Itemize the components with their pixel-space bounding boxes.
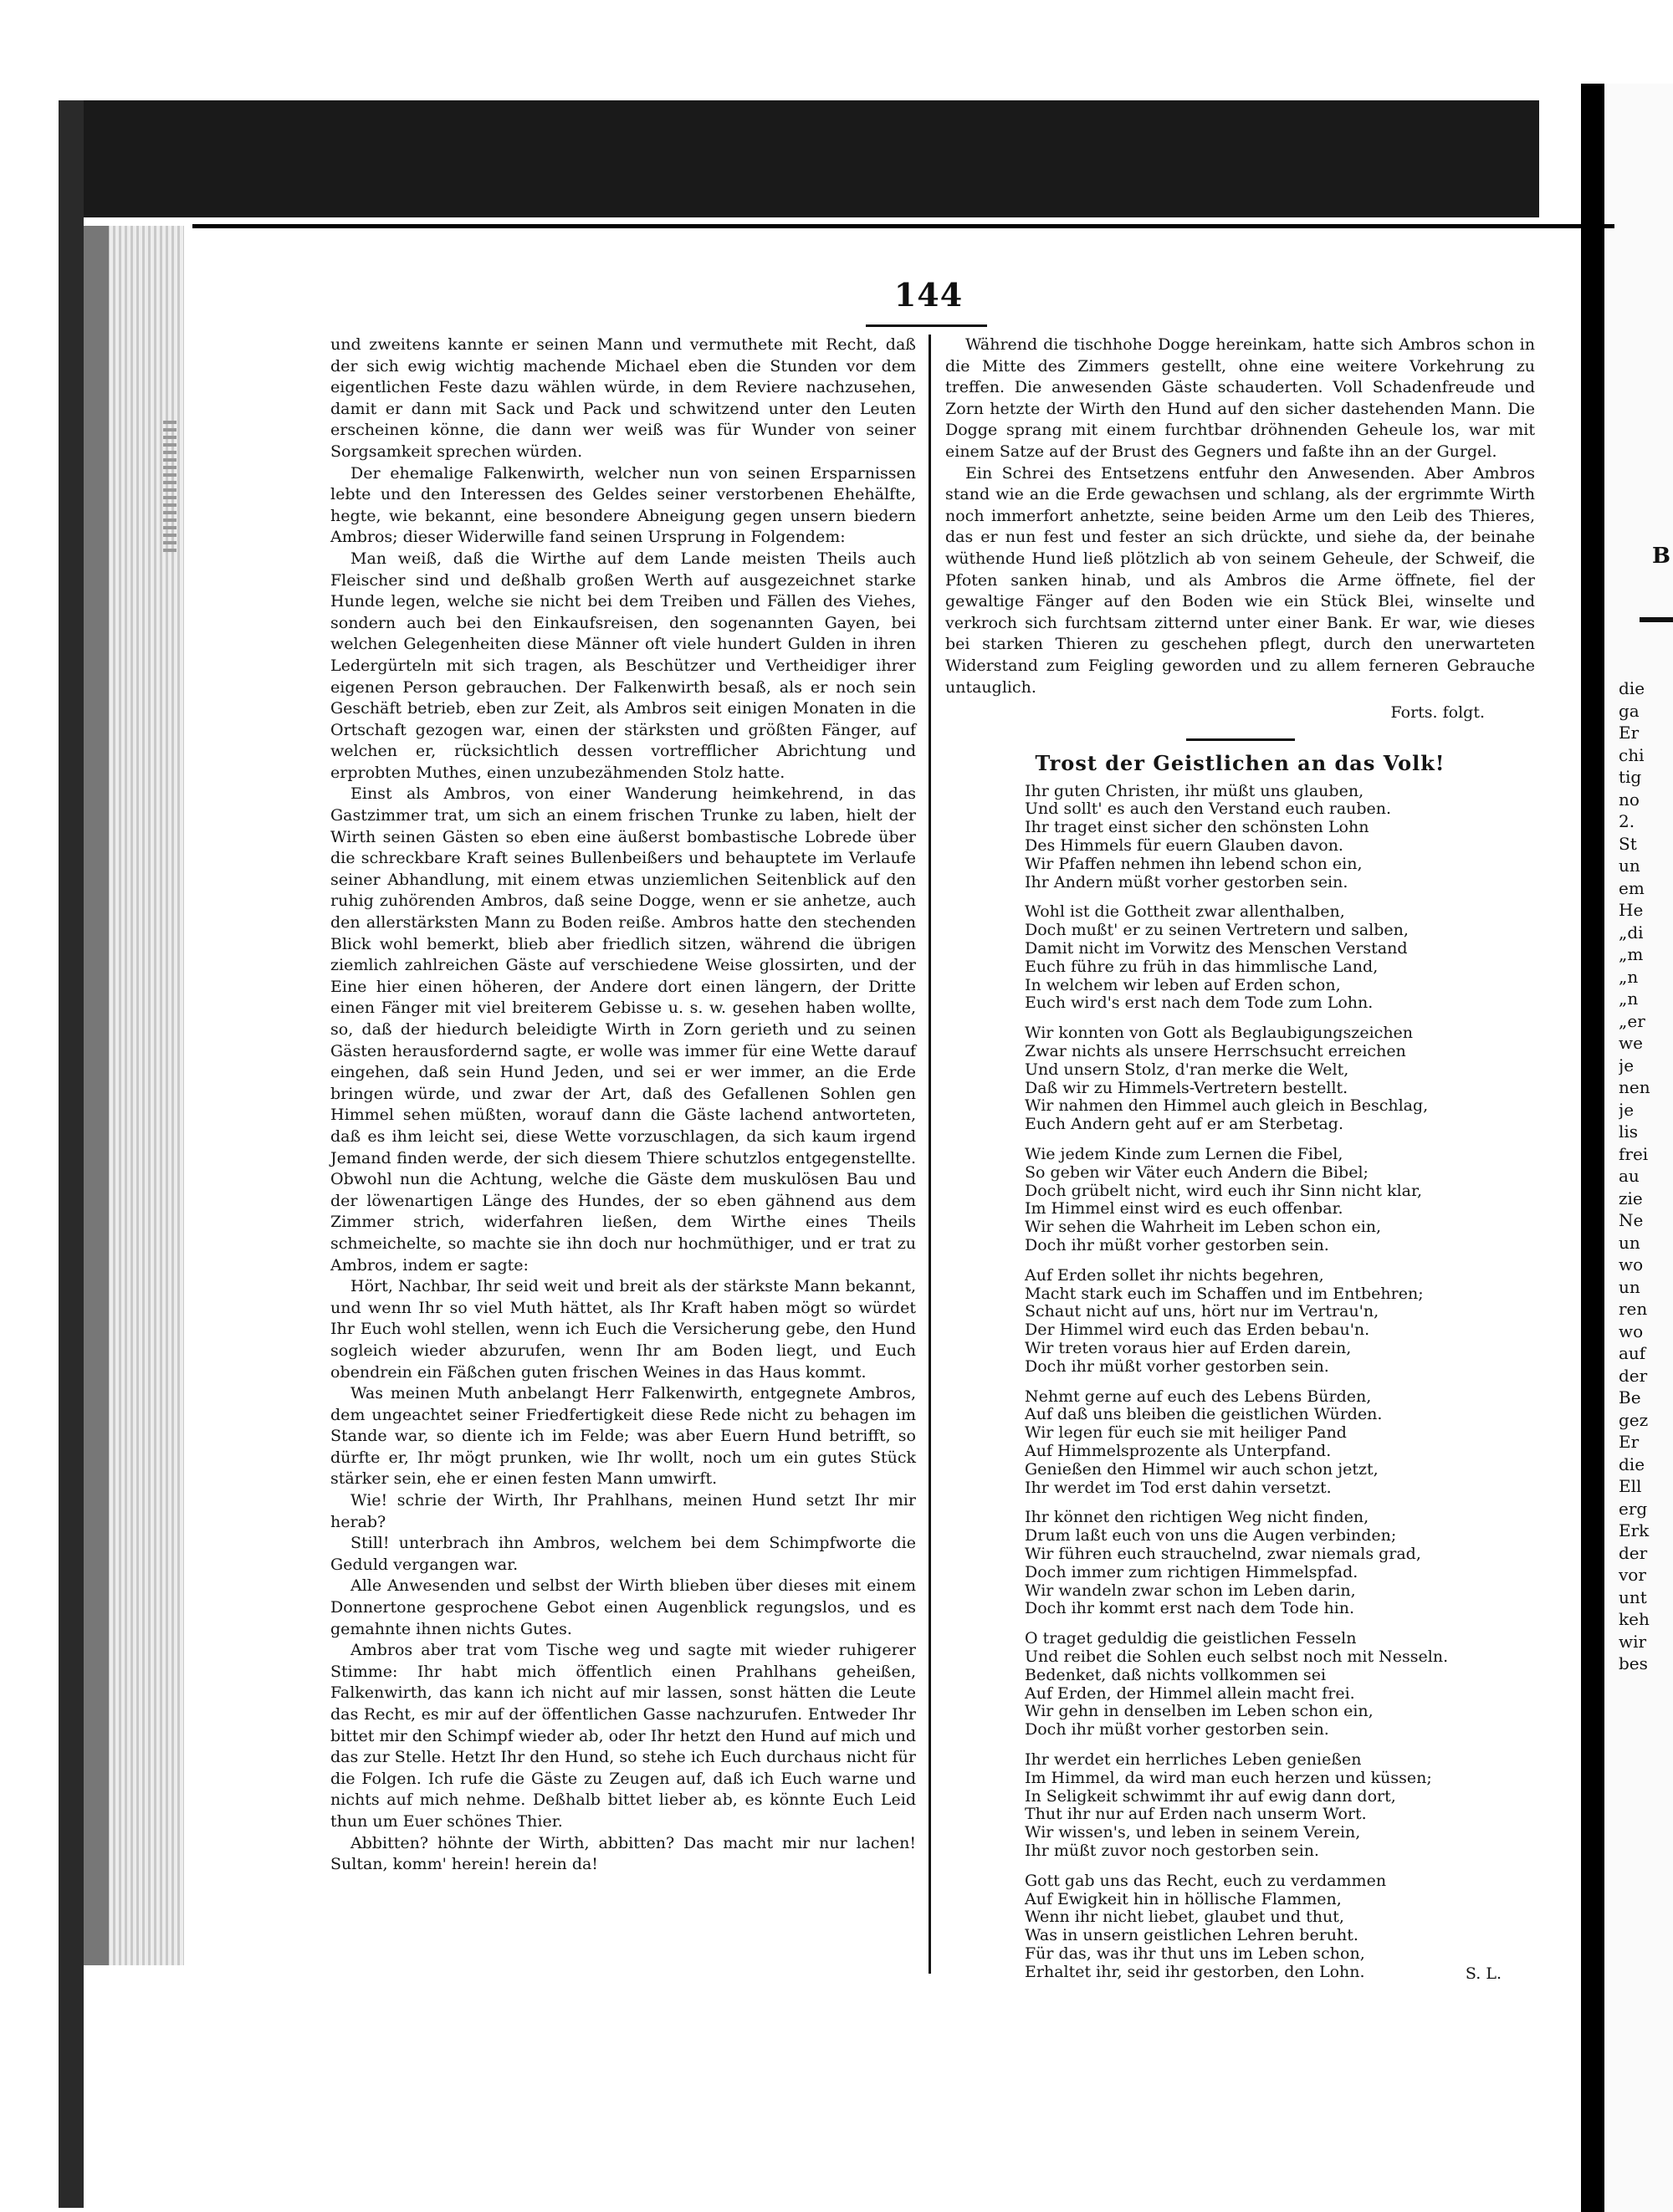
adjacent-page-word: wo xyxy=(1619,1321,1644,1341)
adjacent-page-word: keh xyxy=(1619,1609,1650,1629)
poem-stanza xyxy=(1025,1267,1535,1377)
adjacent-page-word: frei xyxy=(1619,1143,1649,1164)
poem-line: Im Himmel, da wird man euch herzen und küssen; xyxy=(1025,1768,1432,1787)
poem-line: Ihr Andern müßt vorher gestorben sein. xyxy=(1025,872,1348,891)
poem-line: Doch mußt' er zu seinen Vertretern und salben, xyxy=(1025,921,1409,940)
adjacent-page-word: „n xyxy=(1619,966,1639,987)
scan-gutter-right xyxy=(1581,84,1604,2212)
paragraph: Was meinen Muth anbelangt Herr Falkenwirth, entgegnete Ambros, dem ungeachtet seiner Friedfertigkeit diese Rede nicht zu behagen im Stande war, so diente ich im Felde; was aber Euern Hund betrifft, so dürfte er, Ihr mögt prunken, wie Ihr wollt, noch um ein gutes Stück stärker sein, ehe er einen festen Mann umwirft. xyxy=(330,1384,916,1489)
poem-line: Doch ihr müßt vorher gestorben sein. xyxy=(1025,1720,1329,1739)
adjacent-page-word: Be xyxy=(1619,1387,1641,1407)
poem-line: Im Himmel einst wird es euch offenbar. xyxy=(1025,1199,1343,1218)
adjacent-page-word: un xyxy=(1619,1232,1640,1253)
adjacent-page-word: der xyxy=(1619,1542,1648,1563)
adjacent-page-word: 2. xyxy=(1619,811,1635,831)
adjacent-page-word: Ne xyxy=(1619,1210,1644,1230)
page-number-rule xyxy=(866,324,987,327)
poem-line: Auf Ewigkeit hin in höllische Flammen, xyxy=(1025,1889,1342,1908)
section-rule xyxy=(1186,738,1295,741)
adjacent-page-word: Er xyxy=(1619,723,1640,743)
adjacent-page-word: em xyxy=(1619,877,1645,898)
adjacent-page-word: „m xyxy=(1619,944,1644,964)
poem-line: Schaut nicht auf uns, hört nur im Vertrau'n, xyxy=(1025,1302,1379,1321)
poem-stanza xyxy=(1025,783,1535,892)
adjacent-page-word: vor xyxy=(1619,1565,1646,1585)
poem-line: Wir legen für euch sie mit heiliger Pand xyxy=(1025,1423,1347,1443)
poem-line: O traget geduldig die geistlichen Fesseln xyxy=(1025,1629,1357,1648)
adjacent-page-word: Erk xyxy=(1619,1520,1650,1540)
book-spine-shadow xyxy=(84,226,109,1965)
poem-line: Doch ihr müßt vorher gestorben sein. xyxy=(1025,1356,1329,1376)
poem-line: Daß wir zu Himmels-Vertretern bestellt. xyxy=(1025,1078,1348,1097)
poem-line: Bedenket, daß nichts vollkommen sei xyxy=(1025,1665,1327,1684)
adjacent-page-word: auf xyxy=(1619,1343,1646,1363)
adjacent-page-word: ga xyxy=(1619,700,1640,721)
poem-line: Doch immer zum richtigen Himmelspfad. xyxy=(1025,1562,1358,1581)
adjacent-page-word: die xyxy=(1619,1453,1645,1474)
poem-line: Wohl ist die Gottheit zwar allenthalben, xyxy=(1025,902,1345,922)
poem-line: Damit nicht im Vorwitz des Menschen Verstand xyxy=(1025,939,1408,958)
right-column xyxy=(945,335,1535,1985)
poem-line: Doch ihr kommt erst nach dem Tode hin. xyxy=(1025,1599,1355,1618)
poem-stanza xyxy=(1025,903,1535,1013)
adjacent-page-word: nen xyxy=(1619,1077,1650,1097)
poem-line: Ihr guten Christen, ihr müßt uns glauben, xyxy=(1025,781,1364,800)
adjacent-page-word: zie xyxy=(1619,1188,1643,1208)
adjacent-page-word: au xyxy=(1619,1166,1640,1186)
poem-line: Euch Andern geht auf er am Sterbetag. xyxy=(1025,1115,1344,1134)
poem-line: Und unsern Stolz, d'ran merke die Welt, xyxy=(1025,1060,1349,1079)
adjacent-page-word: wir xyxy=(1619,1631,1647,1652)
paragraph: und zweitens kannte er seinen Mann und vermuthete mit Recht, daß der sich ewig wichtig machende Michael eben die Stunden vor dem eigentlichen Feste dazu wählen würde, in dem Reviere nachzusehen, damit er dann mit Sack und Pack und schwitzend unter den Leuten erscheinen könne, die dann wer weiß was für Wunder von seiner Sorgsamkeit sprechen würden. xyxy=(330,335,916,461)
adjacent-page-word: chi xyxy=(1619,744,1645,765)
poem-line: Wir wandeln zwar schon im Leben darin, xyxy=(1025,1581,1356,1600)
poem-line: Drum laßt euch von uns die Augen verbinden; xyxy=(1025,1526,1397,1545)
adjacent-page-word: Ell xyxy=(1619,1476,1642,1496)
poem-line: Wie jedem Kinde zum Lernen die Fibel, xyxy=(1025,1145,1343,1164)
poem-line: Wir wissen's, und leben in seinem Verein, xyxy=(1025,1823,1361,1842)
adjacent-page-word: Er xyxy=(1619,1432,1640,1452)
paragraph: Wie! schrie der Wirth, Ihr Prahlhans, meinen Hund setzt Ihr mir herab? xyxy=(330,1491,916,1531)
poem-line: Genießen den Himmel wir auch schon jetzt, xyxy=(1025,1459,1379,1479)
poem-line: In Seligkeit schwimmt ihr auf ewig dann dort, xyxy=(1025,1786,1396,1806)
adjacent-page-word: lis xyxy=(1619,1121,1639,1142)
adjacent-page-word: unt xyxy=(1619,1586,1647,1607)
poem-line: Wir sehen die Wahrheit im Leben schon ein, xyxy=(1025,1218,1382,1237)
adjacent-page-word: der xyxy=(1619,1365,1648,1386)
column-divider xyxy=(929,335,931,1974)
paragraph: Alle Anwesenden und selbst der Wirth blieben über dieses mit einem Donnertone gesprochene Gebot einen Augenblick regungslos, und es gemahnte ihnen nichts Gutes. xyxy=(330,1576,916,1638)
poem-line: Doch ihr müßt vorher gestorben sein. xyxy=(1025,1236,1329,1255)
poem-line: Ihr könnet den richtigen Weg nicht finden, xyxy=(1025,1508,1369,1527)
paragraph: Der ehemalige Falkenwirth, welcher nun von seinen Ersparnissen lebte und den Interessen des Geldes seiner verstorbenen Ehehälfte, hegte, wie bekannt, eine besondere Abneigung gegen unsern biedern Ambros; dieser Widerwille fand seinen Ursprung in Folgendem: xyxy=(330,463,916,547)
poem-line: Erhaltet ihr, seid ihr gestorben, den Lohn. xyxy=(1025,1962,1365,1981)
poem-line: Ihr müßt zuvor noch gestorben sein. xyxy=(1025,1841,1319,1860)
poem-line: Und sollt' es auch den Verstand euch rauben. xyxy=(1025,799,1392,819)
paragraph: Still! unterbrach ihn Ambros, welchem bei dem Schimpfworte die Geduld vergangen war. xyxy=(330,1534,916,1574)
poem-line: Auf Himmelsprozente als Unterpfand. xyxy=(1025,1441,1332,1460)
adjacent-page-word: „er xyxy=(1619,1010,1645,1031)
adjacent-page-word: un xyxy=(1619,856,1640,876)
adjacent-page-word: bes xyxy=(1619,1653,1648,1673)
adjacent-page-word: He xyxy=(1619,900,1644,920)
poem-line: Wir Pfaffen nehmen ihn lebend schon ein, xyxy=(1025,854,1363,873)
poem-line: Auf Erden sollet ihr nichts begehren, xyxy=(1025,1265,1324,1285)
continuation-note: Forts. folgt. xyxy=(1390,703,1485,723)
poem-stanza xyxy=(1025,1024,1535,1134)
poem-line: Wir treten voraus hier auf Erden darein, xyxy=(1025,1339,1352,1357)
left-column xyxy=(330,335,916,1876)
margin-scribble xyxy=(163,418,177,552)
adjacent-page-word: je xyxy=(1619,1055,1635,1075)
poem-line: Ihr werdet ein herrliches Leben genießen xyxy=(1025,1750,1362,1769)
adjacent-page-word: gez xyxy=(1619,1409,1649,1430)
scan-border-top xyxy=(59,100,1539,217)
adjacent-page-word: wo xyxy=(1619,1254,1644,1275)
poem-stanza xyxy=(1025,1509,1535,1618)
poem-line: Auf Erden, der Himmel allein macht frei. xyxy=(1025,1683,1355,1703)
poem-line: Des Himmels für euern Glauben davon. xyxy=(1025,836,1343,856)
page-number: 144 xyxy=(893,276,964,314)
poem-body xyxy=(945,783,1535,1982)
adjacent-page-word: je xyxy=(1619,1099,1635,1120)
poem-line: Euch führe zu früh in das himmlische Land, xyxy=(1025,957,1379,976)
adjacent-page-word: un xyxy=(1619,1276,1640,1297)
poem-line: Und reibet die Sohlen euch selbst noch mit Nesseln. xyxy=(1025,1647,1449,1666)
poem-line: Euch wird's erst nach dem Tode zum Lohn. xyxy=(1025,994,1374,1013)
adjacent-page-text xyxy=(1619,677,1673,1675)
poem-line: Ihr traget einst sicher den schönsten Lohn xyxy=(1025,818,1369,837)
adjacent-page-letter: B xyxy=(1652,544,1670,569)
paragraph: Ambros aber trat vom Tische weg und sagte mit wieder ruhigerer Stimme: Ihr habt mich öffentlich einen Prahlhans geheißen, Falkenwirth, das kann ich nicht auf mir lassen, sonst hätten die Leute das Recht, es mir auf der öffentlichen Gasse nachzurufen. Entweder Ihr bittet mir den Schimpf wieder ab, oder Ihr hetzt den Hund auf mich und das zur Stelle. Hetzt Ihr den Hund, so stehe ich Euch durchaus nicht für die Folgen. Ich rufe die Gäste zu Zeugen auf, daß ich Euch warne und nichts auf mich nehme. Deßhalb bittet lieber ab, es könnte Euch Leid thun um Euer schönes Thier. xyxy=(330,1641,916,1831)
paragraph: Man weiß, daß die Wirthe auf dem Lande meisten Theils auch Fleischer sind und deßhalb großen Werth auf ausgezeichnet starke Hunde legen, welche sie nicht bei dem Treiben und Fällen des Viehes, sondern auch bei den Einkaufsreisen, den sogenannten Gayen, bei welchen Gelegenheiten diese Männer oft viele hundert Gulden in ihren Ledergürteln mit sich tragen, als Beschützer und Vertheidiger ihrer eigenen Person gebrauchen. Der Falkenwirth besaß, als er noch sein Geschäft betrieb, eben zur Zeit, als Ambros seit einigen Monaten in die Ortschaft gezogen war, einen der stärksten und größten Fänger, auf welchen er, rücksichtlich dessen vortrefflicher Abrichtung und erprobten Muthes, einen unzubezähmenden Stolz hatte. xyxy=(330,549,916,782)
poem-line: Nehmt gerne auf euch des Lebens Bürden, xyxy=(1025,1387,1372,1406)
poem-line: Wir führen euch strauchelnd, zwar niemals grad, xyxy=(1025,1544,1421,1563)
adjacent-page-word: no xyxy=(1619,789,1640,810)
poem-line: Wir nahmen den Himmel auch gleich in Beschlag, xyxy=(1025,1096,1429,1116)
poem-stanza xyxy=(1025,1630,1535,1739)
paragraph: Hört, Nachbar, Ihr seid weit und breit als der stärkste Mann bekannt, und wenn Ihr so viel Muth hättet, als Ihr Kraft haben mögt so würdet Ihr Euch wohl stellen, wenn ich Euch die Versicherung gebe, den Hund sogleich wieder abzurufen, wenn Ihr am Boden liegt, und Euch obendrein ein Fäßchen guten frischen Weines in das Haus kommt. xyxy=(330,1277,916,1382)
poem-line: Auf daß uns bleiben die geistlichen Würden. xyxy=(1025,1405,1383,1424)
poem-line: Doch grübelt nicht, wird euch ihr Sinn nicht klar, xyxy=(1025,1181,1423,1200)
poem-line: Wenn ihr nicht liebet, glaubet und thut, xyxy=(1025,1908,1344,1927)
poem-line: Ihr werdet im Tod erst dahin versetzt. xyxy=(1025,1478,1332,1497)
poem-line: Was in unsern geistlichen Lehren beruht. xyxy=(1025,1926,1358,1945)
adjacent-page-word: we xyxy=(1619,1033,1643,1053)
adjacent-page-word: St xyxy=(1619,833,1637,854)
poem-line: Wir gehn in denselben im Leben schon ein, xyxy=(1025,1702,1374,1721)
poem-line: So geben wir Väter euch Andern die Bibel; xyxy=(1025,1162,1369,1182)
adjacent-page-rule xyxy=(1640,617,1673,622)
adjacent-page-word: „di xyxy=(1619,922,1644,943)
poem-line: In welchem wir leben auf Erden schon, xyxy=(1025,975,1341,994)
scan-border-left xyxy=(59,100,84,2208)
paragraph: Abbitten? höhnte der Wirth, abbitten? Das macht mir nur lachen! Sultan, komm' herein! herein da! xyxy=(330,1833,916,1874)
adjacent-page-word: die xyxy=(1619,678,1645,698)
adjacent-page-word: erg xyxy=(1619,1498,1648,1519)
poem-stanza xyxy=(1025,1146,1535,1255)
page-top-edge xyxy=(192,224,1614,228)
poem-stanza xyxy=(1025,1751,1535,1861)
paragraph: Ein Schrei des Entsetzens entfuhr den Anwesenden. Aber Ambros stand wie an die Erde gewachsen und schlang, als der ergrimmte Wirth noch immerfort anhetzte, seine beiden Arme um den Leib des Thieres, das er nun fest und fester an sich drückte, und siehe da, der beinahe wüthende Hund ließ plötzlich ab von seinem Geheule, der Schweif, die Pfoten sanken hinab, und als Ambros die Arme öffnete, fiel der gewaltige Fänger auf den Boden wie ein Stück Blei, winselte und verkroch sich furchtsam zitternd unter einer Bank. Er war, wie dieses bei starken Thieren zu geschehen pflegt, durch den unerwarteten Widerstand zum Feigling geworden und zu allem ferneren Gebrauche untauglich. xyxy=(945,463,1535,697)
poem-line: Thut ihr nur auf Erden nach unserm Wort. xyxy=(1025,1805,1367,1824)
paragraph: Einst als Ambros, von einer Wanderung heimkehrend, in das Gastzimmer trat, um sich an einem frischen Trunke zu laben, hielt der Wirth seinen Gästen so eben eine äußerst bombastische Lobrede über die schreckbare Kraft seines Bullenbeißers und behauptete im Verlaufe seiner Abhandlung, mit einem etwas unziemlichen Seitenblick auf den ruhig zuhörenden Ambros, daß seine Dogge, wenn er sie anhetze, auch den allerstärksten Mann zu Boden reiße. Ambros hatte den stechenden Blick wohl bemerkt, blieb aber friedlich sitzen, während die übrigen ziemlich zahlreichen Gäste auf verschiedene Weise glossirten, und der Eine hier einen höheren, der Andere dort einen längern, der Dritte einen Fänger mit viel breiterem Gebisse u. s. w. gesehen haben wollte, so, daß der hiedurch beleidigte Wirth in Zorn gerieth und zu seinen Gästen herausfordernd sagte, er wolle was immer für eine Wette darauf eingehen, daß sein Hund Jeden, und sei er wer immer, an die Erde bringen würde, und zwar der Art, daß des Gefallenen Sohlen gen Himmel sehen müßten, worauf dann die Gäste lachend antworteten, daß es ihm leicht sei, diese Wette vorzuschlagen, da sich kaum irgend Jemand finden werde, der sich diesem Thiere schutzlos entgegenstellte. Obwohl nun die Achtung, welche die Gäste dem muskulösen Bau und der löwenartigen Länge des Hundes, der so eben gähnend aus dem Zimmer strich, widerfahren ließen, dem Wirthe eines Theils schmeichelte, so machte sie ihn doch nur hochmüthiger, und er trat zu Ambros, indem er sagte: xyxy=(330,784,916,1275)
adjacent-page-word: ren xyxy=(1619,1299,1648,1319)
poem-line: Wir konnten von Gott als Beglaubigungszeichen xyxy=(1025,1024,1414,1043)
poem-line: Für das, was ihr thut uns im Leben schon, xyxy=(1025,1944,1365,1963)
adjacent-page-word: tig xyxy=(1619,767,1642,787)
poem-stanza xyxy=(1025,1388,1535,1498)
poem-line: Der Himmel wird euch das Erden bebau'n. xyxy=(1025,1321,1370,1340)
poem-title: Trost der Geistlichen an das Volk! xyxy=(1035,751,1445,776)
adjacent-page-word: „n xyxy=(1619,989,1639,1009)
poem-line: Zwar nichts als unsere Herrschsucht erreichen xyxy=(1025,1042,1406,1061)
paragraph: Während die tischhohe Dogge hereinkam, hatte sich Ambros schon in die Mitte des Zimmers gestellt, ohne eine weitere Vorkehrung zu treffen. Die anwesenden Gäste schauderten. Voll Schadenfreude und Zorn hetzte der Wirth den Hund auf den sicher dastehenden Mann. Die Dogge sprang mit einem furchtbar dröhnenden Geheule los, war mit einem Satze auf der Brust des Gegners und faßte ihn an der Gurgel. xyxy=(945,335,1535,461)
poem-signature: S. L. xyxy=(1465,1964,1502,1983)
poem-line: Gott gab uns das Recht, euch zu verdammen xyxy=(1025,1871,1387,1890)
poem-line: Macht stark euch im Schaffen und im Entbehren; xyxy=(1025,1284,1424,1303)
